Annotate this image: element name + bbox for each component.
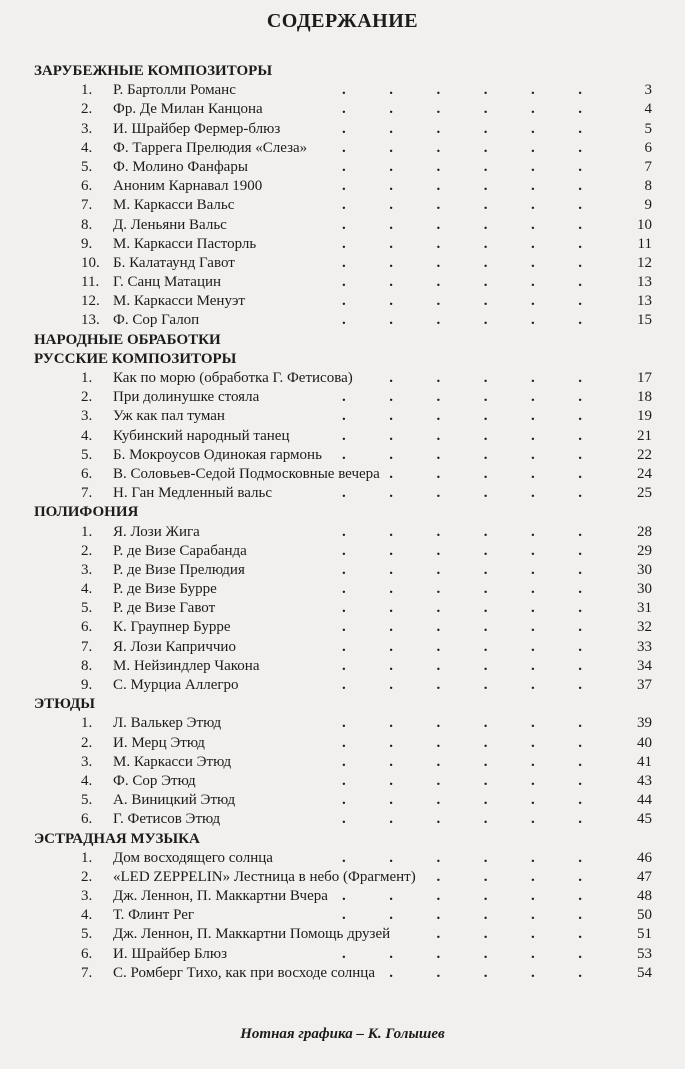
entry-number: 4. (81, 907, 93, 924)
entry-page-number: 12 (637, 254, 652, 271)
dot-leader: . . . . . . (342, 254, 582, 271)
dot-leader: . . . . . . (342, 158, 582, 175)
entry-title: Р. де Визе Сарабанда (113, 542, 247, 559)
dot-leader: . . . . . . (342, 446, 582, 463)
entry-page-number: 13 (637, 293, 652, 310)
entry-page-number: 29 (637, 542, 652, 559)
entry-number: 1. (81, 82, 93, 99)
dot-leader: . . . . . . (342, 849, 582, 866)
toc-entry (0, 388, 685, 407)
entry-number: 4. (81, 581, 93, 598)
dot-leader: . . . . . . (342, 485, 582, 502)
dot-leader: . . . . . . (342, 293, 582, 310)
entry-page-number: 17 (637, 370, 652, 386)
footer-credit: Нотная графика – К. Голышев (240, 1026, 445, 1042)
entry-page-number: 24 (637, 465, 652, 482)
entry-title: Р. де Визе Гавот (113, 600, 216, 617)
entry-title: Я. Лози Жига (113, 523, 200, 540)
entry-page-number: 8 (644, 178, 652, 195)
entry-number: 4. (81, 139, 93, 156)
entry-title: Дж. Леннон, П. Маккартни Вчера (113, 888, 328, 905)
entry-title: И. Мерц Этюд (113, 734, 205, 751)
entry-title: Кубинский народный танец (113, 427, 290, 444)
entry-page-number: 21 (637, 427, 652, 444)
section-heading: ПОЛИФОНИЯ (34, 504, 139, 521)
toc-entry (0, 638, 685, 657)
dot-leader: . . . . . . (342, 312, 582, 329)
entry-title: Д. Леньяни Вальс (113, 216, 227, 233)
toc-entry (0, 964, 685, 983)
section-heading: ЭСТРАДНАЯ МУЗЫКА (34, 830, 200, 847)
entry-number: 3. (81, 561, 93, 578)
dot-leader: . . . . . . (342, 139, 582, 156)
toc-entry (0, 849, 685, 868)
section-heading: ЗАРУБЕЖНЫЕ КОМПОЗИТОРЫ (34, 63, 273, 79)
entry-page-number: 30 (637, 581, 652, 598)
entry-title: Фр. Де Милан Канцона (113, 101, 263, 118)
entry-title: Т. Флинт Рег (113, 907, 195, 924)
toc-entry (0, 945, 685, 964)
entry-number: 7. (81, 197, 93, 214)
toc-entry (0, 542, 685, 561)
toc-entry (0, 465, 685, 484)
entry-title: И. Шрайбер Блюз (113, 945, 228, 962)
entry-title: Ф. Сор Галоп (113, 312, 200, 329)
toc-entry (0, 407, 685, 426)
toc-entry (0, 791, 685, 810)
entry-number: 5. (81, 446, 93, 463)
entry-title: Ф. Сор Этюд (113, 772, 196, 789)
entry-page-number: 18 (637, 389, 652, 406)
entry-title: Р. Бартолли Романс (113, 82, 236, 99)
entry-page-number: 41 (637, 753, 652, 770)
entry-title: Аноним Карнавал 1900 (113, 178, 263, 195)
dot-leader: . . . . . . (342, 600, 582, 617)
toc-entry (0, 311, 685, 330)
entry-page-number: 30 (637, 561, 652, 578)
entry-page-number: 54 (637, 964, 652, 981)
entry-number: 2. (81, 389, 93, 406)
dot-leader: . . . . . (389, 370, 582, 386)
toc-entry (0, 676, 685, 695)
toc-entry (0, 446, 685, 465)
entry-title: И. Шрайбер Фермер-блюз (113, 120, 281, 137)
section-heading: НАРОДНЫЕ ОБРАБОТКИ (34, 331, 221, 348)
entry-title: М. Каркасси Вальс (113, 197, 235, 214)
entry-number: 3. (81, 753, 93, 770)
entry-number: 6. (81, 178, 93, 195)
entry-number: 5. (81, 600, 93, 617)
entry-title: Н. Ган Медленный вальс (113, 485, 273, 502)
dot-leader: . . . . (436, 868, 582, 885)
toc-entry (0, 216, 685, 235)
entry-page-number: 34 (637, 657, 652, 674)
entry-number: 3. (81, 888, 93, 905)
entry-number: 4. (81, 772, 93, 789)
entry-page-number: 44 (637, 792, 652, 809)
dot-leader: . . . . . . (342, 408, 582, 425)
toc-entry (0, 292, 685, 311)
entry-page-number: 47 (637, 868, 652, 885)
entry-page-number: 37 (637, 677, 652, 693)
toc-entry (0, 100, 685, 119)
entry-page-number: 51 (637, 926, 652, 943)
entry-title: Дж. Леннон, П. Маккартни Помощь друзей (113, 926, 391, 943)
dot-leader: . . . . . . (342, 389, 582, 406)
dot-leader: . . . . . . (342, 734, 582, 751)
toc-entry (0, 196, 685, 215)
dot-leader: . . . . . . (342, 235, 582, 252)
entry-title: Ф. Молино Фанфары (113, 158, 248, 175)
entry-title: В. Соловьев-Седой Подмосковные вечера (113, 465, 380, 482)
dot-leader: . . . . (436, 926, 582, 943)
entry-page-number: 46 (637, 849, 652, 866)
toc-entry (0, 235, 685, 254)
entry-number: 5. (81, 158, 93, 175)
toc-entry (0, 120, 685, 139)
dot-leader: . . . . . . (342, 542, 582, 559)
entry-number: 6. (81, 465, 93, 482)
toc-entry (0, 714, 685, 733)
section-heading: ЭТЮДЫ (34, 696, 95, 713)
entry-page-number: 25 (637, 485, 652, 502)
entry-page-number: 11 (637, 235, 652, 252)
dot-leader: . . . . . . (342, 677, 582, 693)
toc-entry (0, 580, 685, 599)
toc-entry (0, 599, 685, 618)
entry-page-number: 13 (637, 274, 652, 291)
dot-leader: . . . . . . (342, 907, 582, 924)
entry-title: М. Каркасси Менуэт (113, 293, 245, 310)
entry-page-number: 19 (637, 408, 652, 425)
entry-number: 13. (81, 312, 100, 329)
dot-leader: . . . . . . (342, 715, 582, 732)
dot-leader: . . . . . . (342, 638, 582, 655)
entry-title: Б. Мокроусов Одинокая гармонь (113, 446, 322, 463)
entry-title: «LED ZEPPELIN» Лестница в небо (Фрагмент) (113, 868, 416, 885)
toc-entry (0, 523, 685, 542)
toc-entry (0, 906, 685, 925)
toc-entry (0, 139, 685, 158)
entry-title: Р. де Визе Прелюдия (113, 561, 245, 578)
entry-title: Как по морю (обработка Г. Фетисова) (113, 370, 353, 386)
entry-number: 9. (81, 677, 93, 693)
entry-page-number: 10 (637, 216, 652, 233)
entry-number: 7. (81, 638, 93, 655)
page-title: СОДЕРЖАНИЕ (266, 10, 419, 32)
dot-leader: . . . . . . (342, 581, 582, 598)
entry-page-number: 40 (637, 734, 652, 751)
entry-title: С. Ромберг Тихо, как при восходе солнца (113, 964, 375, 981)
dot-leader: . . . . . . (342, 772, 582, 789)
entry-title: Б. Калатаунд Гавот (113, 254, 235, 271)
entry-number: 9. (81, 235, 93, 252)
dot-leader: . . . . . . (342, 888, 582, 905)
entry-number: 5. (81, 792, 93, 809)
toc-entry (0, 158, 685, 177)
table-of-contents (0, 62, 685, 983)
entry-title: При долинушке стояла (113, 389, 260, 406)
dot-leader: . . . . . (389, 964, 582, 981)
toc-entry (0, 484, 685, 503)
entry-title: Г. Санц Матацин (113, 274, 222, 291)
entry-page-number: 53 (637, 945, 652, 962)
entry-number: 3. (81, 408, 93, 425)
entry-page-number: 31 (637, 600, 652, 617)
entry-number: 2. (81, 734, 93, 751)
entry-number: 12. (81, 293, 100, 310)
dot-leader: . . . . . . (342, 101, 582, 118)
entry-page-number: 48 (637, 888, 652, 905)
toc-entry (0, 254, 685, 273)
dot-leader: . . . . . . (342, 523, 582, 540)
entry-title: Ф. Таррега Прелюдия «Слеза» (113, 139, 308, 156)
toc-entry (0, 561, 685, 580)
entry-page-number: 22 (637, 446, 652, 463)
entry-title: Л. Валькер Этюд (113, 715, 222, 732)
dot-leader: . . . . . . (342, 792, 582, 809)
dot-leader: . . . . . (389, 465, 582, 482)
entry-number: 6. (81, 945, 93, 962)
entry-title: М. Каркасси Пасторль (113, 235, 257, 252)
dot-leader: . . . . . . (342, 274, 582, 291)
entry-page-number: 28 (637, 523, 652, 540)
entry-page-number: 33 (637, 638, 652, 655)
toc-entry (0, 618, 685, 637)
entry-number: 6. (81, 619, 93, 636)
entry-number: 4. (81, 427, 93, 444)
entry-title: А. Виницкий Этюд (113, 792, 236, 809)
entry-title: М. Каркасси Этюд (113, 753, 232, 770)
dot-leader: . . . . . . (342, 619, 582, 636)
toc-entry (0, 868, 685, 887)
section-heading: РУССКИЕ КОМПОЗИТОРЫ (34, 350, 237, 367)
toc-entry (0, 810, 685, 829)
entry-number: 7. (81, 485, 93, 502)
dot-leader: . . . . . . (342, 945, 582, 962)
entry-number: 6. (81, 811, 93, 828)
entry-number: 1. (81, 370, 93, 386)
toc-entry (0, 734, 685, 753)
entry-number: 8. (81, 216, 93, 233)
entry-page-number: 43 (637, 772, 652, 789)
toc-entry (0, 887, 685, 906)
entry-number: 1. (81, 523, 93, 540)
dot-leader: . . . . . . (342, 811, 582, 828)
entry-number: 1. (81, 715, 93, 732)
entry-page-number: 4 (644, 101, 652, 118)
entry-title: К. Граупнер Бурре (113, 619, 231, 636)
entry-page-number: 50 (637, 907, 652, 924)
entry-page-number: 15 (637, 312, 652, 329)
toc-entry (0, 772, 685, 791)
toc-entry (0, 753, 685, 772)
dot-leader: . . . . . . (342, 753, 582, 770)
entry-title: Г. Фетисов Этюд (113, 811, 221, 828)
entry-number: 5. (81, 926, 93, 943)
toc-entry (0, 427, 685, 446)
dot-leader: . . . . . . (342, 561, 582, 578)
toc-entry (0, 81, 685, 100)
entry-page-number: 3 (644, 82, 652, 99)
entry-number: 1. (81, 849, 93, 866)
entry-title: Я. Лози Каприччио (113, 638, 236, 655)
dot-leader: . . . . . . (342, 657, 582, 674)
entry-number: 3. (81, 120, 93, 137)
toc-entry (0, 369, 685, 388)
entry-title: С. Мурциа Аллегро (113, 677, 239, 693)
dot-leader: . . . . . . (342, 120, 582, 137)
entry-page-number: 6 (644, 139, 652, 156)
toc-entry (0, 177, 685, 196)
toc-entry (0, 657, 685, 676)
entry-number: 2. (81, 542, 93, 559)
entry-page-number: 5 (644, 120, 652, 137)
toc-entry (0, 273, 685, 292)
entry-page-number: 32 (637, 619, 652, 636)
entry-page-number: 9 (644, 197, 652, 214)
entry-title: Р. де Визе Бурре (113, 581, 217, 598)
entry-number: 11. (81, 274, 100, 291)
dot-leader: . . . . . . (342, 197, 582, 214)
entry-title: Уж как пал туман (113, 408, 225, 425)
entry-number: 2. (81, 868, 93, 885)
entry-page-number: 45 (637, 811, 652, 828)
entry-number: 8. (81, 657, 93, 674)
toc-entry (0, 925, 685, 944)
entry-number: 2. (81, 101, 93, 118)
entry-number: 10. (81, 254, 100, 271)
entry-title: Дом восходящего солнца (113, 849, 273, 866)
dot-leader: . . . . . . (342, 178, 582, 195)
entry-page-number: 7 (644, 158, 652, 175)
dot-leader: . . . . . . (342, 427, 582, 444)
dot-leader: . . . . . . (342, 82, 582, 99)
dot-leader: . . . . . . (342, 216, 582, 233)
entry-page-number: 39 (637, 715, 652, 732)
entry-number: 7. (81, 964, 93, 981)
entry-title: М. Нейзиндлер Чакона (113, 657, 260, 674)
